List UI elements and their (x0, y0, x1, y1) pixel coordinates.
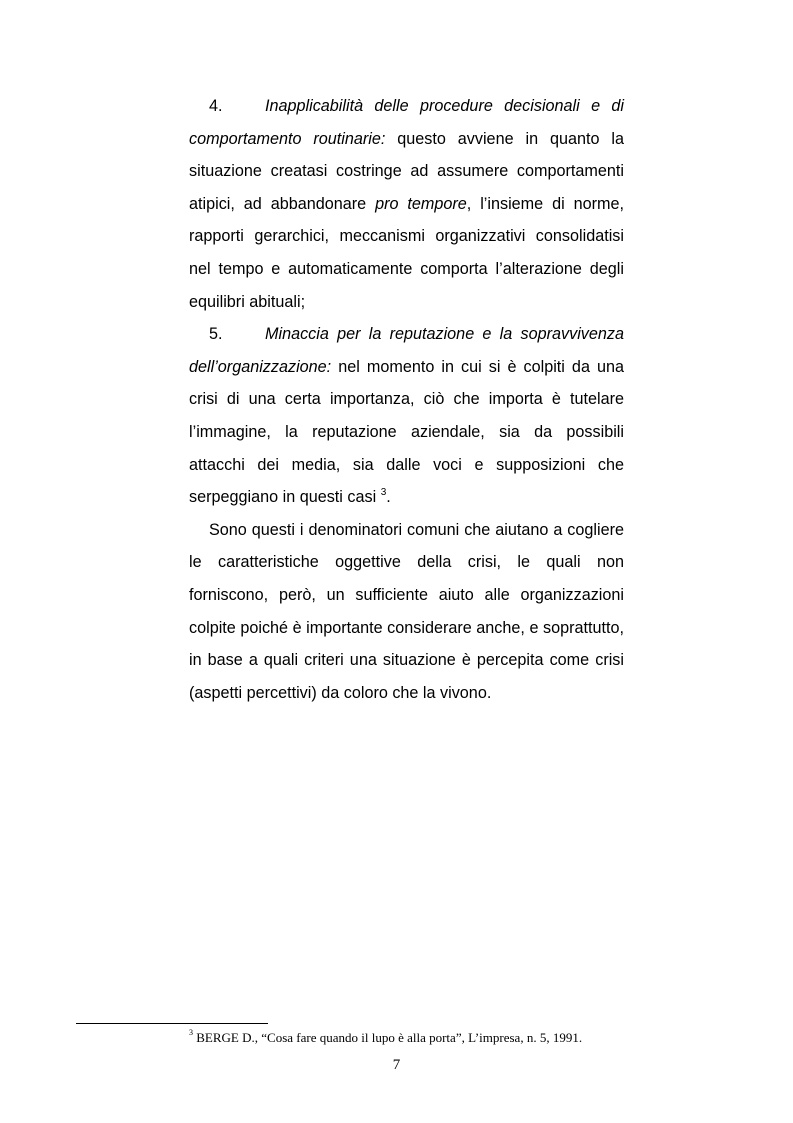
emphasis-text: pro tempore (375, 194, 467, 213)
list-number: 4. (209, 97, 223, 115)
list-item-text: nel momento in cui si è colpiti da una crisi di una certa importanza, ciò che importa è tutelare l’immagine, la reputazione aziendale, sia da possibili attacchi dei media, sia dalle voci e supposizioni che serpeggiano in questi casi (189, 357, 624, 507)
list-item-title: Minaccia per la reputazione e la sopravvivenza dell’organizzazione: (189, 325, 624, 376)
page-number: 7 (392, 1057, 401, 1073)
body-paragraph: Sono questi i denominatori comuni che aiutano a cogliere le caratteristiche oggettive della crisi, le quali non forniscono, però, un sufficiente aiuto alle organizzazioni colpite poiché è importante considerare anche, e soprattutto, in base a quali criteri una situazione è percepita come crisi (aspetti percettivi) da coloro che la vivono. (189, 520, 624, 702)
footnote-number: 3 (189, 1027, 193, 1037)
footnote-text: BERGE D., “Cosa fare quando il lupo è alla porta”, L’impresa, n. 5, 1991. (193, 1030, 583, 1045)
list-item-title: Inapplicabilità delle procedure decisionali e di comportamento routinarie: (189, 97, 624, 148)
list-item-text: questo avviene in quanto la situazione creatasi costringe ad assumere comportamenti atipici, ad abbandonare (189, 129, 624, 213)
body-text (189, 90, 624, 709)
list-item-4 (189, 90, 624, 318)
list-number: 5. (209, 325, 223, 344)
list-item-5 (189, 318, 624, 514)
footnote-separator (76, 1023, 268, 1024)
footnote (189, 1029, 629, 1047)
sentence-end: . (386, 488, 391, 507)
footnote-reference: 3 (380, 486, 387, 498)
list-item-text-continued: , l’insieme di norme, rapporti gerarchici, meccanismi organizzativi consolidatisi nel tempo e automaticamente comporta l’alterazione degli equilibri abituali; (189, 194, 624, 311)
